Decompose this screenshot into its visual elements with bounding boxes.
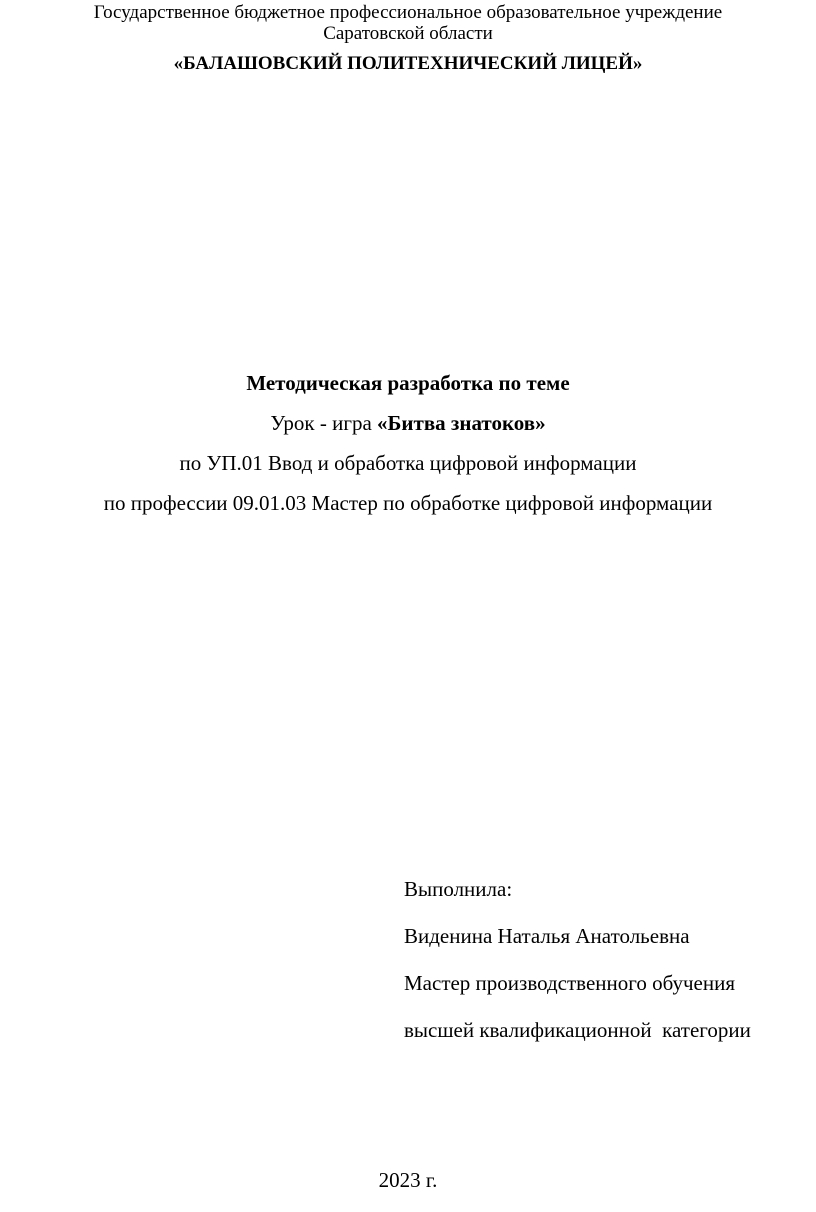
subject-line: по УП.01 Ввод и обработка цифровой информации xyxy=(179,451,637,475)
document-year: 2023 г. xyxy=(378,1168,438,1192)
document-header xyxy=(0,2,816,74)
header-institution-name: «БАЛАШОВСКИЙ ПОЛИТЕХНИЧЕСКИЙ ЛИЦЕЙ» xyxy=(173,53,643,74)
header-organization-type: Государственное бюджетное профессиональное образовательное учреждение xyxy=(93,2,723,23)
author-category: высшей квалификационной категории xyxy=(404,1018,751,1042)
lesson-name: «Битва знатоков» xyxy=(377,411,546,435)
author-name: Виденина Наталья Анатольевна xyxy=(404,924,690,948)
profession-line: по профессии 09.01.03 Мастер по обработке цифровой информации xyxy=(103,491,713,515)
lesson-prefix: Урок - игра xyxy=(270,411,378,435)
author-block xyxy=(404,866,751,1054)
document-title: Методическая разработка по теме xyxy=(246,371,570,395)
author-label: Выполнила: xyxy=(404,877,513,901)
lesson-line xyxy=(0,403,816,443)
header-region: Саратовской области xyxy=(323,23,493,44)
author-position: Мастер производственного обучения xyxy=(404,971,736,995)
document-title-block xyxy=(0,363,816,523)
